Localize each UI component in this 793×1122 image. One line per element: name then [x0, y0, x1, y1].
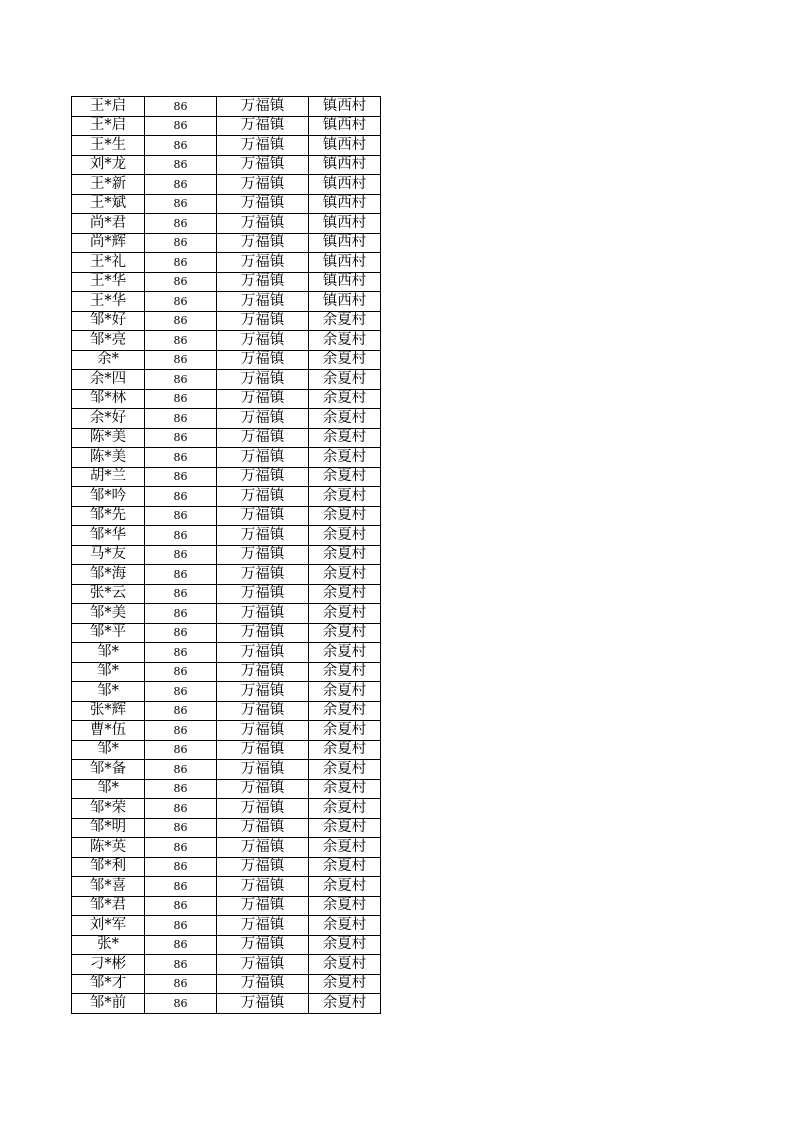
town-cell: 万福镇	[217, 545, 309, 565]
number-cell: 86	[145, 799, 217, 819]
town-cell: 万福镇	[217, 136, 309, 156]
number-cell: 86	[145, 701, 217, 721]
number-cell: 86	[145, 623, 217, 643]
data-table	[71, 96, 381, 1014]
number-cell: 86	[145, 721, 217, 741]
town-cell: 万福镇	[217, 194, 309, 214]
number-cell: 86	[145, 370, 217, 390]
town-cell: 万福镇	[217, 974, 309, 994]
village-cell: 余夏村	[309, 604, 381, 624]
table-row	[72, 155, 381, 175]
name-cell: 余*	[72, 350, 145, 370]
village-cell: 余夏村	[309, 799, 381, 819]
table-row	[72, 818, 381, 838]
name-cell: 邹*	[72, 662, 145, 682]
number-cell: 86	[145, 974, 217, 994]
town-cell: 万福镇	[217, 662, 309, 682]
name-cell: 邹*	[72, 779, 145, 799]
village-cell: 余夏村	[309, 428, 381, 448]
table-body	[72, 97, 381, 1014]
table-row	[72, 643, 381, 663]
number-cell: 86	[145, 136, 217, 156]
number-cell: 86	[145, 526, 217, 546]
town-cell: 万福镇	[217, 799, 309, 819]
town-cell: 万福镇	[217, 233, 309, 253]
village-cell: 余夏村	[309, 409, 381, 429]
town-cell: 万福镇	[217, 584, 309, 604]
town-cell: 万福镇	[217, 682, 309, 702]
table-row	[72, 467, 381, 487]
table-row	[72, 701, 381, 721]
village-cell: 余夏村	[309, 935, 381, 955]
number-cell: 86	[145, 467, 217, 487]
village-cell: 余夏村	[309, 487, 381, 507]
name-cell: 尚*君	[72, 214, 145, 234]
number-cell: 86	[145, 253, 217, 273]
table-row	[72, 799, 381, 819]
table-row	[72, 565, 381, 585]
town-cell: 万福镇	[217, 916, 309, 936]
village-cell: 余夏村	[309, 370, 381, 390]
village-cell: 余夏村	[309, 721, 381, 741]
name-cell: 王*华	[72, 292, 145, 312]
village-cell: 余夏村	[309, 760, 381, 780]
village-cell: 余夏村	[309, 389, 381, 409]
name-cell: 邹*	[72, 740, 145, 760]
village-cell: 余夏村	[309, 662, 381, 682]
number-cell: 86	[145, 565, 217, 585]
town-cell: 万福镇	[217, 857, 309, 877]
village-cell: 镇西村	[309, 292, 381, 312]
number-cell: 86	[145, 233, 217, 253]
town-cell: 万福镇	[217, 877, 309, 897]
table-row	[72, 935, 381, 955]
name-cell: 陈*美	[72, 428, 145, 448]
name-cell: 王*华	[72, 272, 145, 292]
town-cell: 万福镇	[217, 643, 309, 663]
number-cell: 86	[145, 311, 217, 331]
number-cell: 86	[145, 448, 217, 468]
village-cell: 镇西村	[309, 116, 381, 136]
number-cell: 86	[145, 350, 217, 370]
name-cell: 邹*备	[72, 760, 145, 780]
name-cell: 王*启	[72, 116, 145, 136]
town-cell: 万福镇	[217, 448, 309, 468]
village-cell: 余夏村	[309, 838, 381, 858]
number-cell: 86	[145, 838, 217, 858]
name-cell: 张*辉	[72, 701, 145, 721]
name-cell: 张*	[72, 935, 145, 955]
number-cell: 86	[145, 896, 217, 916]
table-row	[72, 604, 381, 624]
name-cell: 邹*平	[72, 623, 145, 643]
number-cell: 86	[145, 682, 217, 702]
name-cell: 马*友	[72, 545, 145, 565]
number-cell: 86	[145, 214, 217, 234]
name-cell: 邹*林	[72, 389, 145, 409]
village-cell: 余夏村	[309, 584, 381, 604]
name-cell: 邹*	[72, 643, 145, 663]
number-cell: 86	[145, 643, 217, 663]
table-row	[72, 175, 381, 195]
village-cell: 余夏村	[309, 740, 381, 760]
town-cell: 万福镇	[217, 838, 309, 858]
number-cell: 86	[145, 331, 217, 351]
name-cell: 王*启	[72, 97, 145, 117]
table-row	[72, 136, 381, 156]
town-cell: 万福镇	[217, 214, 309, 234]
table-row	[72, 838, 381, 858]
town-cell: 万福镇	[217, 253, 309, 273]
table-row	[72, 506, 381, 526]
number-cell: 86	[145, 857, 217, 877]
table-row	[72, 916, 381, 936]
village-cell: 镇西村	[309, 253, 381, 273]
town-cell: 万福镇	[217, 116, 309, 136]
town-cell: 万福镇	[217, 292, 309, 312]
number-cell: 86	[145, 155, 217, 175]
village-cell: 余夏村	[309, 565, 381, 585]
village-cell: 余夏村	[309, 350, 381, 370]
town-cell: 万福镇	[217, 896, 309, 916]
town-cell: 万福镇	[217, 526, 309, 546]
table-row	[72, 116, 381, 136]
table-row	[72, 994, 381, 1014]
village-cell: 余夏村	[309, 506, 381, 526]
name-cell: 邹*君	[72, 896, 145, 916]
table-row	[72, 311, 381, 331]
table-row	[72, 682, 381, 702]
name-cell: 邹*喜	[72, 877, 145, 897]
table-row	[72, 526, 381, 546]
name-cell: 邹*利	[72, 857, 145, 877]
village-cell: 余夏村	[309, 779, 381, 799]
table-row	[72, 292, 381, 312]
town-cell: 万福镇	[217, 935, 309, 955]
village-cell: 镇西村	[309, 214, 381, 234]
name-cell: 王*新	[72, 175, 145, 195]
village-cell: 余夏村	[309, 311, 381, 331]
table-row	[72, 448, 381, 468]
number-cell: 86	[145, 545, 217, 565]
table-row	[72, 194, 381, 214]
number-cell: 86	[145, 935, 217, 955]
number-cell: 86	[145, 487, 217, 507]
number-cell: 86	[145, 175, 217, 195]
town-cell: 万福镇	[217, 565, 309, 585]
table-row	[72, 409, 381, 429]
village-cell: 余夏村	[309, 682, 381, 702]
number-cell: 86	[145, 779, 217, 799]
table-row	[72, 877, 381, 897]
table-row	[72, 584, 381, 604]
village-cell: 余夏村	[309, 896, 381, 916]
town-cell: 万福镇	[217, 311, 309, 331]
table-row	[72, 233, 381, 253]
town-cell: 万福镇	[217, 350, 309, 370]
village-cell: 镇西村	[309, 155, 381, 175]
town-cell: 万福镇	[217, 506, 309, 526]
town-cell: 万福镇	[217, 760, 309, 780]
number-cell: 86	[145, 604, 217, 624]
town-cell: 万福镇	[217, 428, 309, 448]
name-cell: 邹*前	[72, 994, 145, 1014]
name-cell: 胡*兰	[72, 467, 145, 487]
name-cell: 陈*英	[72, 838, 145, 858]
table-row	[72, 350, 381, 370]
table-row	[72, 253, 381, 273]
table-row	[72, 487, 381, 507]
name-cell: 张*云	[72, 584, 145, 604]
town-cell: 万福镇	[217, 272, 309, 292]
name-cell: 刘*军	[72, 916, 145, 936]
name-cell: 余*好	[72, 409, 145, 429]
table-row	[72, 740, 381, 760]
village-cell: 余夏村	[309, 701, 381, 721]
village-cell: 余夏村	[309, 955, 381, 975]
table-row	[72, 389, 381, 409]
number-cell: 86	[145, 740, 217, 760]
name-cell: 邹*好	[72, 311, 145, 331]
name-cell: 尚*辉	[72, 233, 145, 253]
name-cell: 邹*明	[72, 818, 145, 838]
name-cell: 邹*海	[72, 565, 145, 585]
village-cell: 余夏村	[309, 448, 381, 468]
village-cell: 镇西村	[309, 272, 381, 292]
number-cell: 86	[145, 584, 217, 604]
village-cell: 镇西村	[309, 97, 381, 117]
village-cell: 余夏村	[309, 643, 381, 663]
town-cell: 万福镇	[217, 604, 309, 624]
table-row	[72, 97, 381, 117]
village-cell: 镇西村	[309, 136, 381, 156]
table-row	[72, 272, 381, 292]
table-row	[72, 545, 381, 565]
table-row	[72, 974, 381, 994]
town-cell: 万福镇	[217, 175, 309, 195]
number-cell: 86	[145, 916, 217, 936]
village-cell: 镇西村	[309, 194, 381, 214]
number-cell: 86	[145, 877, 217, 897]
number-cell: 86	[145, 272, 217, 292]
name-cell: 邹*美	[72, 604, 145, 624]
name-cell: 邹*	[72, 682, 145, 702]
town-cell: 万福镇	[217, 331, 309, 351]
village-cell: 余夏村	[309, 916, 381, 936]
number-cell: 86	[145, 506, 217, 526]
table-row	[72, 760, 381, 780]
table-row	[72, 428, 381, 448]
number-cell: 86	[145, 955, 217, 975]
town-cell: 万福镇	[217, 389, 309, 409]
name-cell: 邹*先	[72, 506, 145, 526]
village-cell: 余夏村	[309, 623, 381, 643]
village-cell: 余夏村	[309, 331, 381, 351]
village-cell: 镇西村	[309, 233, 381, 253]
village-cell: 余夏村	[309, 994, 381, 1014]
town-cell: 万福镇	[217, 97, 309, 117]
table-row	[72, 331, 381, 351]
name-cell: 邹*才	[72, 974, 145, 994]
number-cell: 86	[145, 818, 217, 838]
town-cell: 万福镇	[217, 623, 309, 643]
village-cell: 余夏村	[309, 974, 381, 994]
number-cell: 86	[145, 194, 217, 214]
number-cell: 86	[145, 292, 217, 312]
table-row	[72, 721, 381, 741]
name-cell: 刘*龙	[72, 155, 145, 175]
table-row	[72, 896, 381, 916]
table-row	[72, 623, 381, 643]
table-row	[72, 955, 381, 975]
name-cell: 王*礼	[72, 253, 145, 273]
number-cell: 86	[145, 409, 217, 429]
number-cell: 86	[145, 760, 217, 780]
town-cell: 万福镇	[217, 740, 309, 760]
table-row	[72, 779, 381, 799]
name-cell: 曹*伍	[72, 721, 145, 741]
village-cell: 余夏村	[309, 818, 381, 838]
village-cell: 镇西村	[309, 175, 381, 195]
table-row	[72, 214, 381, 234]
village-cell: 余夏村	[309, 857, 381, 877]
village-cell: 余夏村	[309, 877, 381, 897]
number-cell: 86	[145, 116, 217, 136]
village-cell: 余夏村	[309, 526, 381, 546]
town-cell: 万福镇	[217, 370, 309, 390]
name-cell: 陈*美	[72, 448, 145, 468]
town-cell: 万福镇	[217, 779, 309, 799]
name-cell: 邹*吟	[72, 487, 145, 507]
number-cell: 86	[145, 662, 217, 682]
name-cell: 刁*彬	[72, 955, 145, 975]
name-cell: 邹*亮	[72, 331, 145, 351]
town-cell: 万福镇	[217, 467, 309, 487]
town-cell: 万福镇	[217, 701, 309, 721]
name-cell: 王*生	[72, 136, 145, 156]
table-row	[72, 662, 381, 682]
number-cell: 86	[145, 389, 217, 409]
town-cell: 万福镇	[217, 955, 309, 975]
table-row	[72, 370, 381, 390]
name-cell: 邹*华	[72, 526, 145, 546]
name-cell: 邹*荣	[72, 799, 145, 819]
town-cell: 万福镇	[217, 721, 309, 741]
village-cell: 余夏村	[309, 467, 381, 487]
table-row	[72, 857, 381, 877]
village-cell: 余夏村	[309, 545, 381, 565]
number-cell: 86	[145, 994, 217, 1014]
town-cell: 万福镇	[217, 487, 309, 507]
town-cell: 万福镇	[217, 155, 309, 175]
number-cell: 86	[145, 428, 217, 448]
town-cell: 万福镇	[217, 409, 309, 429]
number-cell: 86	[145, 97, 217, 117]
town-cell: 万福镇	[217, 994, 309, 1014]
name-cell: 王*斌	[72, 194, 145, 214]
name-cell: 余*四	[72, 370, 145, 390]
town-cell: 万福镇	[217, 818, 309, 838]
